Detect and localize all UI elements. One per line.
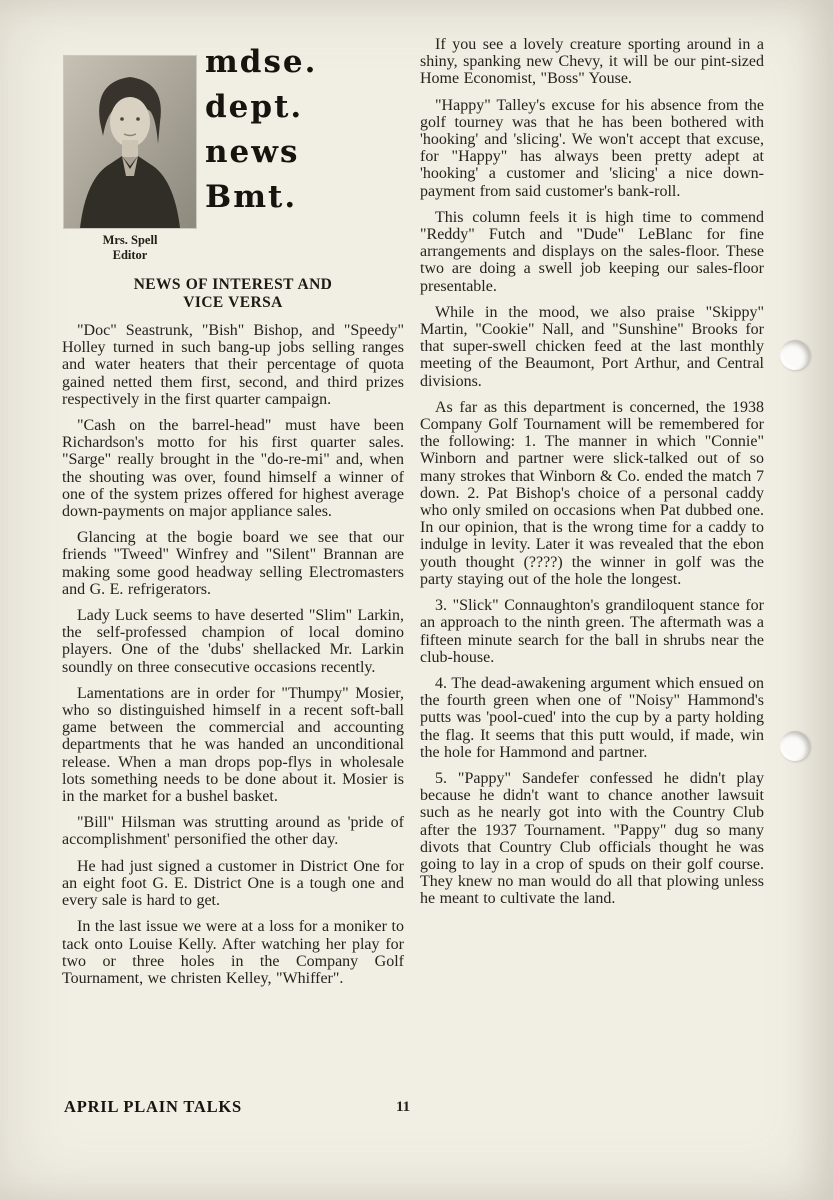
right-column [420, 36, 764, 917]
right-paragraph-1: If you see a lovely creature sporting around in a shiny, spanking new Chevy, it will be our pint-sized Home Economist, "Boss" Youse. [420, 36, 764, 88]
page-number: 11 [396, 1099, 411, 1115]
punch-hole-top [780, 340, 810, 370]
photo-caption [64, 233, 196, 263]
caption-editor-name: Mrs. Spell [102, 233, 158, 247]
right-paragraph-3: This column feels it is high time to commend "Reddy" Futch and "Dude" LeBlanc for fine arrangements and displays on the sales-floor. These two are doing a swell job keeping our sales-floor presentable. [420, 208, 764, 295]
right-paragraph-7: 4. The dead-awakening argument which ensued on the fourth green when one of "Noisy" Hammond's putts was 'pool-cued' into the cup by a party holding the flag. It seems that this putt would, if made, win the hole for Hammond and partner. [420, 674, 764, 761]
section-heading-line-2: VICE VERSA [183, 294, 283, 311]
right-paragraph-5: As far as this department is concerned, the 1938 Company Golf Tournament will be remembered for the following: 1. The manner in which "Connie" Winborn and partner were slick-talked out of so many strokes that Winborn & Co. ended the match 7 down. 2. Pat Bishop's choice of a personal caddy who only smiled on occasions when Pat dubbed one. In our opinion, that is the wrong time for a caddy to indulge in levity. Later it was revealed that the ebon youth thought (????) the winner in golf was the party staying out of the hole the longest. [420, 398, 764, 588]
right-paragraph-8: 5. "Pappy" Sandefer confessed he didn't play because he didn't want to chance another lawsuit such as he nearly got into with the Country Club after the 1937 Tournament. "Pappy" dug so many divots that Country Club officials thought he was going to lay in a crop of spuds on their golf course. They knew no man would do all that plowing unless he meant to cultivate the land. [420, 769, 764, 908]
masthead-line-4: Bmt. [205, 179, 298, 215]
portrait-illustration [64, 56, 196, 228]
masthead-title [205, 40, 317, 220]
right-paragraph-4: While in the mood, we also praise "Skippy" Martin, "Cookie" Nall, and "Sunshine" Brooks for that super-swell chicken feed at the last monthly meeting of the Beaumont, Port Arthur, and Central divisions. [420, 303, 764, 390]
right-paragraph-6: 3. "Slick" Connaughton's grandiloquent stance for an approach to the ninth green. The aftermath was a fifteen minute search for the ball in shrubs near the club-house. [420, 597, 764, 666]
left-paragraph-4: Lady Luck seems to have deserted "Slim" Larkin, the self-professed champion of local domino players. One of the 'dubs' shellacked Mr. Larkin soundly on three consecutive occasions recently. [62, 607, 404, 676]
left-paragraph-7: He had just signed a customer in District One for an eight foot G. E. District One is a tough one and every sale is hard to get. [62, 857, 404, 910]
section-heading-line-1: NEWS OF INTEREST AND [133, 276, 333, 293]
left-paragraph-6: "Bill" Hilsman was strutting around as 'pride of accomplishment' personified the other day. [62, 814, 404, 849]
editor-portrait-photo [64, 56, 196, 228]
punch-hole-bottom [780, 731, 810, 761]
masthead-line-2: dept. [205, 89, 304, 125]
footer-publication-title: APRIL PLAIN TALKS [64, 1097, 243, 1116]
left-paragraph-5: Lamentations are in order for "Thumpy" Mosier, who so distinguished himself in a recent soft-ball game between the commercial and accounting departments that he was handed an unconditional release. When a man drops pop-flys in wholesale lots something needs to be done about it. Mosier is in the market for a bushel basket. [62, 684, 404, 806]
left-column [62, 276, 404, 996]
right-paragraph-2: "Happy" Talley's excuse for his absence from the golf tourney was that he has been bothered with 'hooking' and 'slicing'. We won't accept that excuse, for "Happy" has always been pretty adept at 'hooking' a customer and 'slicing' a nice down-payment from said customer's bank-roll. [420, 96, 764, 200]
left-paragraph-3: Glancing at the bogie board we see that our friends "Tweed" Winfrey and "Silent" Brannan are making some good headway selling Electromasters and G. E. refrigerators. [62, 529, 404, 598]
masthead-line-1: mdse. [205, 44, 318, 80]
left-paragraph-2: "Cash on the barrel-head" must have been Richardson's motto for his first quarter sales. "Sarge" really brought in the "do-re-mi" and, when the shouting was over, found himself a winner of one of the system prizes offered for highest average down-payments on major appliance sales. [62, 417, 404, 521]
caption-editor-role: Editor [112, 248, 148, 262]
section-heading [62, 276, 404, 312]
left-paragraph-1: "Doc" Seastrunk, "Bish" Bishop, and "Speedy" Holley turned in such bang-up jobs selling ranges and water heaters that their percentage of quota gained netted them first, second, and third prizes respectively in the first quarter campaign. [62, 322, 404, 408]
left-paragraph-8: In the last issue we were at a loss for a moniker to tack onto Louise Kelly. After watching her play for two or three holes in the Company Golf Tournament, we christen Kelley, "Whiffer". [62, 918, 404, 987]
masthead-line-3: news [205, 134, 300, 170]
